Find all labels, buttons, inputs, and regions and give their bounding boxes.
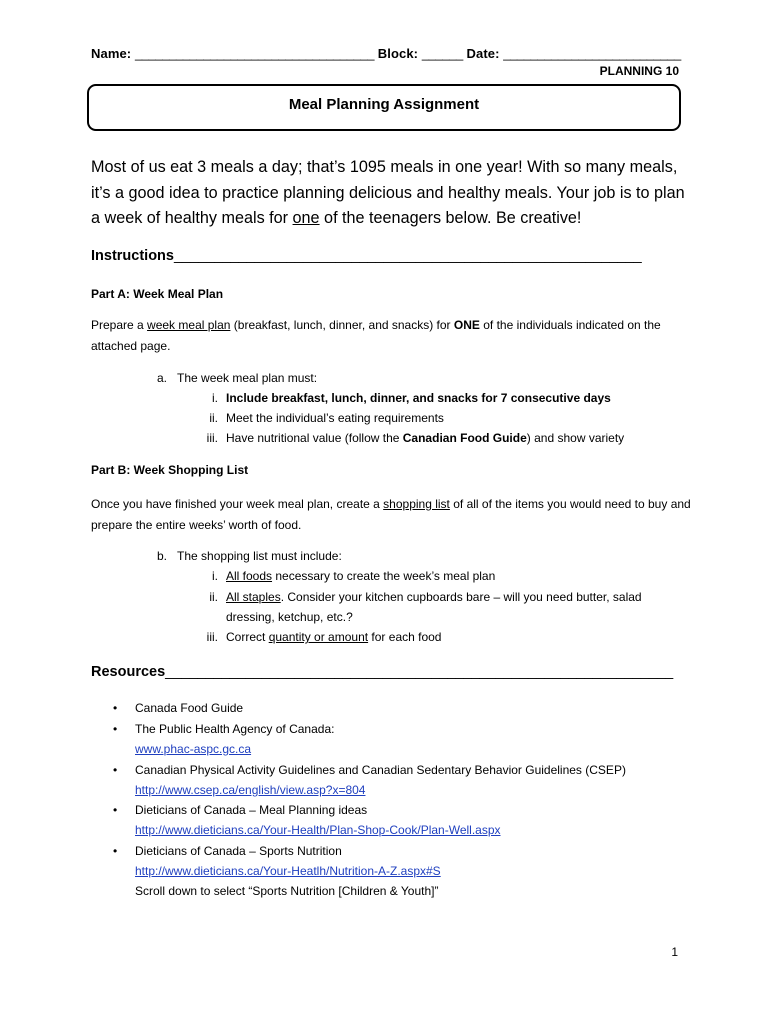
name-label: Name:	[91, 46, 132, 61]
intro-emphasis: one	[292, 209, 320, 227]
part-a-heading: Part A: Week Meal Plan	[91, 287, 224, 301]
resource-item: Dieticians of Canada – Meal Planning ideas	[135, 803, 368, 817]
instructions-heading-text: Instructions	[91, 248, 174, 264]
item-text: The week meal plan must:	[177, 371, 318, 385]
sub-underlined: quantity or amount	[268, 630, 369, 644]
sub-text: . Consider your kitchen cupboards bare – will you need butter, salad	[280, 590, 642, 604]
part-a-one: ONE	[453, 318, 480, 332]
instructions-rule: __________________________________________________________	[173, 248, 642, 264]
sub-text-pre: Correct	[226, 630, 269, 644]
page-title: Meal Planning Assignment	[288, 96, 480, 113]
sub-text: Include breakfast, lunch, dinner, and snacks for 7 consecutive days	[226, 391, 611, 405]
resource-item: Canadian Physical Activity Guidelines and Canadian Sedentary Behavior Guidelines (CSEP)	[135, 763, 626, 777]
part-a-sub-3	[196, 431, 624, 445]
part-a-paragraph	[91, 315, 691, 357]
intro-paragraph	[91, 155, 691, 232]
week-meal-plan-term: week meal plan	[147, 318, 231, 332]
date-label: Date:	[466, 46, 500, 61]
sub-marker: iii.	[206, 431, 218, 445]
part-b-item-b	[157, 549, 342, 563]
resources-heading	[91, 664, 673, 680]
part-b-sub-3	[196, 630, 441, 644]
sub-text: necessary to create the week’s meal plan	[272, 569, 496, 583]
sub-underlined: All staples	[226, 590, 281, 604]
part-b-paragraph	[91, 494, 691, 536]
sub-underlined: All foods	[226, 569, 273, 583]
item-marker: a.	[157, 371, 168, 385]
part-b-text-2: of all of the items you would need to buy and prepare the entire weeks’ worth of food.	[91, 497, 691, 532]
part-a-text-2: (breakfast, lunch, dinner, and snacks) for	[230, 318, 454, 332]
part-a-sub-2	[196, 411, 444, 425]
date-blank: __________________________	[503, 46, 681, 61]
sub-marker: iii.	[206, 630, 218, 644]
canadian-food-guide-term: Canadian Food Guide	[402, 431, 527, 445]
item-marker: b.	[157, 549, 168, 563]
resource-link[interactable]: http://www.csep.ca/english/view.asp?x=804	[135, 783, 366, 797]
resource-item: The Public Health Agency of Canada:	[135, 722, 335, 736]
course-label: PLANNING 10	[599, 64, 679, 78]
sub-marker: ii.	[209, 411, 218, 425]
title-box	[87, 84, 681, 131]
sub-text: for each food	[368, 630, 442, 644]
part-a-text-1: Prepare a	[91, 318, 148, 332]
resource-link[interactable]: www.phac-aspc.gc.ca	[135, 742, 252, 756]
bullet-icon: •	[113, 701, 118, 715]
shopping-list-term: shopping list	[383, 497, 450, 511]
resource-link[interactable]: http://www.dieticians.ca/Your-Heatlh/Nutrition-A-Z.aspx#S	[135, 864, 441, 878]
block-blank: ______	[421, 46, 463, 61]
block-label: Block:	[377, 46, 419, 61]
page-number: 1	[671, 945, 678, 959]
sub-text: Meet the individual’s eating requirements	[226, 411, 444, 425]
resource-note: Scroll down to select “Sports Nutrition [Children & Youth]”	[135, 884, 439, 898]
part-b-text-1: Once you have finished your week meal plan, create a	[91, 497, 384, 511]
resource-item: Canada Food Guide	[135, 701, 244, 715]
intro-text-2: of the teenagers below. Be creative!	[319, 209, 582, 227]
bullet-icon: •	[113, 763, 118, 777]
resources-rule: _______________________________________________________________	[165, 664, 674, 680]
name-blank: ___________________________________	[134, 46, 375, 61]
sub-text: Have nutritional value (follow the	[226, 431, 403, 445]
bullet-icon: •	[113, 803, 118, 817]
part-a-item-a	[157, 371, 317, 385]
bullet-icon: •	[113, 844, 118, 858]
sub-text-end: ) and show variety	[526, 431, 625, 445]
instructions-heading	[91, 248, 642, 264]
part-a-sub-1	[196, 391, 611, 405]
resource-item: Dieticians of Canada – Sports Nutrition	[135, 844, 342, 858]
student-info-line	[91, 46, 681, 61]
resource-link[interactable]: http://www.dieticians.ca/Your-Health/Plan-Shop-Cook/Plan-Well.aspx	[135, 823, 501, 837]
resources-heading-text: Resources	[91, 664, 166, 680]
item-text: The shopping list must include:	[177, 549, 342, 563]
intro-text-1: Most of us eat 3 meals a day; that’s 1095 meals in one year! With so many meals, it’s a good idea to practice planning delicious and healthy meals. Your job is to plan a week of healthy meals for	[91, 158, 685, 227]
part-b-sub-2-continued: dressing, ketchup, etc.?	[226, 610, 353, 624]
part-b-heading: Part B: Week Shopping List	[91, 463, 249, 477]
sub-marker: i.	[212, 569, 218, 583]
part-a-text-3: of the individuals indicated on the attached page.	[91, 318, 661, 353]
part-b-sub-2	[196, 590, 642, 604]
bullet-icon: •	[113, 722, 118, 736]
sub-marker: i.	[212, 391, 218, 405]
part-b-sub-1	[196, 569, 495, 583]
sub-marker: ii.	[209, 590, 218, 604]
